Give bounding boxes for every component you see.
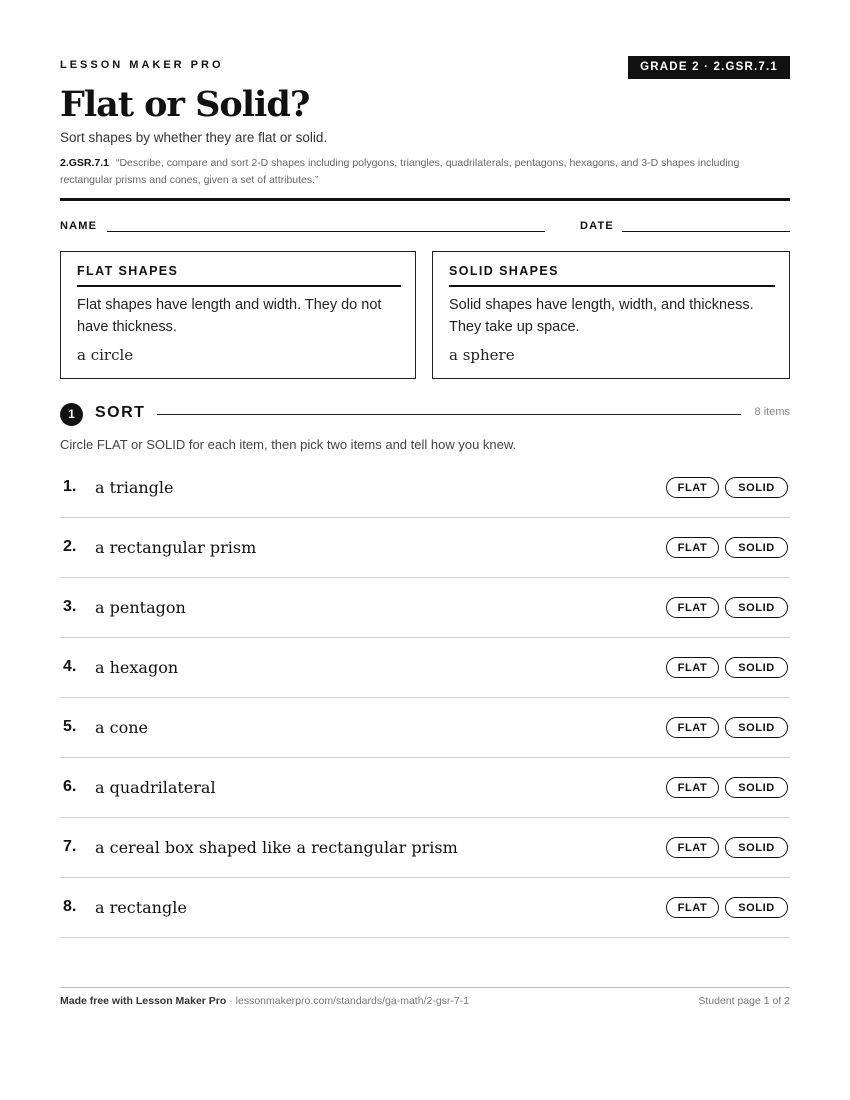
footer-made-with: Made free with Lesson Maker Pro bbox=[60, 995, 227, 1007]
flat-shapes-example: a circle bbox=[77, 346, 134, 364]
flat-shapes-box bbox=[60, 251, 416, 379]
choice-group bbox=[660, 897, 788, 918]
item-number: 1. bbox=[63, 478, 77, 495]
flat-choice[interactable]: FLAT bbox=[666, 897, 719, 918]
solid-choice[interactable]: SOLID bbox=[725, 477, 788, 498]
header-divider bbox=[60, 198, 790, 201]
item-text: a quadrilateral bbox=[95, 778, 216, 797]
solid-choice[interactable]: SOLID bbox=[725, 897, 788, 918]
flat-choice[interactable]: FLAT bbox=[666, 537, 719, 558]
flat-shapes-heading: FLAT SHAPES bbox=[77, 264, 401, 287]
section-divider bbox=[157, 414, 741, 415]
item-number: 8. bbox=[63, 898, 77, 915]
item-text: a pentagon bbox=[95, 598, 186, 617]
standard-description bbox=[60, 155, 790, 189]
footer-url[interactable]: · lessonmakerpro.com/standards/ga-math/2-gsr-7-1 bbox=[226, 995, 470, 1007]
solid-shapes-definition: Solid shapes have length, width, and thickness. They take up space. bbox=[449, 297, 754, 335]
flat-choice[interactable]: FLAT bbox=[666, 837, 719, 858]
page-subtitle: Sort shapes by whether they are flat or solid. bbox=[60, 130, 328, 145]
page-title: Flat or Solid? bbox=[60, 84, 310, 125]
brand-name: LESSON MAKER PRO bbox=[60, 59, 224, 71]
item-text: a cone bbox=[95, 718, 148, 737]
flat-shapes-definition: Flat shapes have length and width. They do not have thickness. bbox=[77, 297, 382, 335]
name-label: NAME bbox=[60, 220, 98, 232]
flat-choice[interactable]: FLAT bbox=[666, 717, 719, 738]
worksheet-page bbox=[60, 0, 790, 1100]
choice-group bbox=[660, 537, 788, 558]
solid-choice[interactable]: SOLID bbox=[725, 657, 788, 678]
list-item bbox=[60, 518, 790, 578]
list-item bbox=[60, 638, 790, 698]
date-label: DATE bbox=[580, 220, 614, 232]
list-item bbox=[60, 878, 790, 938]
section-title: SORT bbox=[95, 404, 146, 421]
section-number: 1 bbox=[60, 403, 83, 426]
item-text: a rectangular prism bbox=[95, 538, 257, 557]
solid-choice[interactable]: SOLID bbox=[725, 717, 788, 738]
choice-group bbox=[660, 657, 788, 678]
list-item bbox=[60, 458, 790, 518]
date-field[interactable] bbox=[622, 231, 790, 232]
solid-choice[interactable]: SOLID bbox=[725, 597, 788, 618]
solid-shapes-example: a sphere bbox=[449, 346, 515, 364]
item-number: 7. bbox=[63, 838, 77, 855]
flat-choice[interactable]: FLAT bbox=[666, 657, 719, 678]
item-number: 4. bbox=[63, 658, 77, 675]
item-number: 6. bbox=[63, 778, 77, 795]
standard-text: “Describe, compare and sort 2-D shapes including polygons, triangles, quadrilaterals, pentagons, hexagons, and 3-D shapes including rectangular prisms and cones, given a set of attributes.” bbox=[60, 157, 740, 186]
flat-choice[interactable]: FLAT bbox=[666, 597, 719, 618]
standard-code: 2.GSR.7.1 bbox=[60, 157, 110, 169]
instructions: Circle FLAT or SOLID for each item, then pick two items and tell how you knew. bbox=[60, 437, 517, 452]
choice-group bbox=[660, 837, 788, 858]
flat-choice[interactable]: FLAT bbox=[666, 777, 719, 798]
list-item bbox=[60, 578, 790, 638]
footer-page-number: Student page 1 of 2 bbox=[698, 995, 790, 1007]
footer-divider bbox=[60, 987, 790, 988]
list-item bbox=[60, 758, 790, 818]
item-text: a rectangle bbox=[95, 898, 187, 917]
item-number: 2. bbox=[63, 538, 77, 555]
footer-credit bbox=[60, 995, 469, 1007]
item-count: 8 items bbox=[754, 406, 790, 418]
solid-shapes-heading: SOLID SHAPES bbox=[449, 264, 775, 287]
item-text: a triangle bbox=[95, 478, 174, 497]
choice-group bbox=[660, 597, 788, 618]
name-date-row bbox=[60, 220, 790, 240]
item-text: a hexagon bbox=[95, 658, 179, 677]
solid-choice[interactable]: SOLID bbox=[725, 777, 788, 798]
solid-choice[interactable]: SOLID bbox=[725, 537, 788, 558]
name-field[interactable] bbox=[107, 231, 545, 232]
top-bar bbox=[60, 56, 790, 80]
choice-group bbox=[660, 717, 788, 738]
item-list bbox=[60, 458, 790, 938]
solid-shapes-box bbox=[432, 251, 790, 379]
item-number: 5. bbox=[63, 718, 77, 735]
choice-group bbox=[660, 477, 788, 498]
flat-choice[interactable]: FLAT bbox=[666, 477, 719, 498]
list-item bbox=[60, 698, 790, 758]
solid-choice[interactable]: SOLID bbox=[725, 837, 788, 858]
section-header bbox=[60, 402, 790, 426]
item-text: a cereal box shaped like a rectangular prism bbox=[95, 838, 458, 857]
item-number: 3. bbox=[63, 598, 77, 615]
choice-group bbox=[660, 777, 788, 798]
grade-badge: GRADE 2 · 2.GSR.7.1 bbox=[628, 56, 790, 79]
list-item bbox=[60, 818, 790, 878]
